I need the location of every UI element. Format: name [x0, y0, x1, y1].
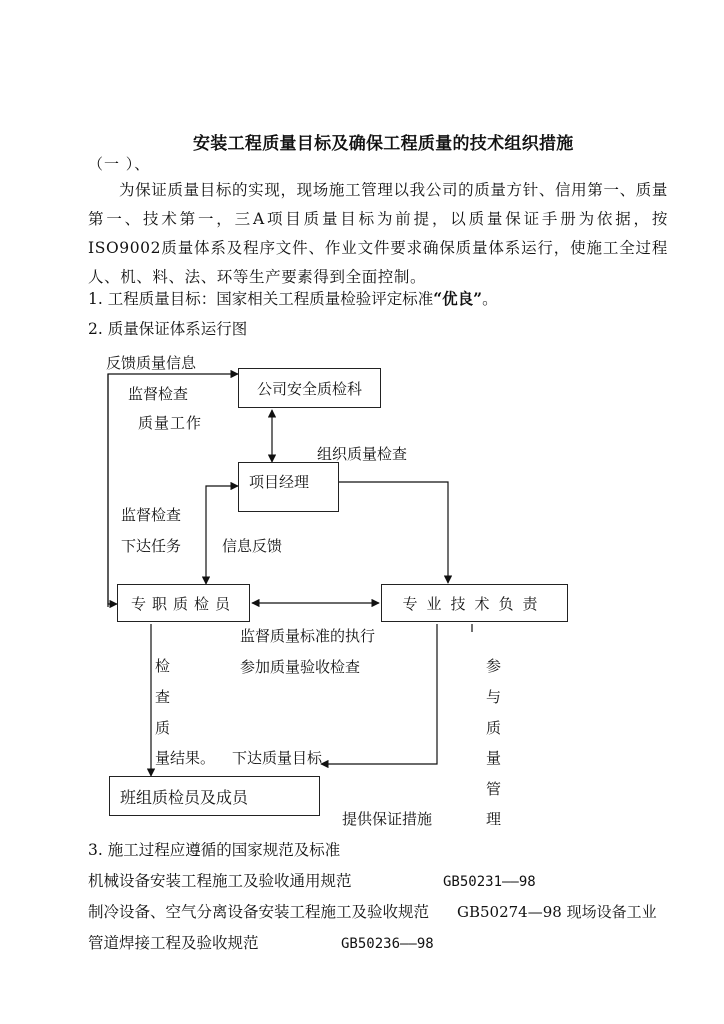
item-1-suffix: 。 [482, 290, 498, 308]
standard-3-name: 管道焊接工程及验收规范 [88, 934, 259, 952]
label-check-4: 量结果。 [155, 749, 216, 767]
label-provide: 提供保证措施 [342, 810, 433, 828]
label-issue-target: 下达质量目标 [232, 749, 323, 767]
item-3: 3. 施工过程应遵循的国家规范及标准 [88, 841, 341, 859]
label-participate-1: 参 [486, 657, 502, 675]
label-check-3: 质 [155, 719, 171, 737]
label-check-1: 检 [155, 657, 171, 675]
label-supervise-2: 监督检查 [121, 506, 182, 524]
section-label: （一 ）、 [88, 155, 151, 173]
label-acceptance: 参加质量验收检查 [240, 658, 361, 676]
label-participate-5: 管 [486, 780, 502, 798]
item-2: 2. 质量保证体系运行图 [88, 320, 248, 338]
label-participate-2: 与 [486, 688, 502, 706]
standard-1-code: GB50231——98 [443, 874, 536, 890]
tech-lead-box: 专业技术负责 [381, 584, 568, 622]
project-manager-box: 项目经理 [238, 462, 339, 512]
label-assign: 下达任务 [121, 537, 182, 555]
label-quality-work: 质量工作 [138, 414, 203, 432]
manager-tech-arrow [339, 482, 448, 583]
standard-3-code: GB50236——98 [341, 936, 434, 952]
label-participate-3: 质 [486, 719, 502, 737]
label-info-feedback: 信息反馈 [222, 537, 283, 555]
label-supervise-1: 监督检查 [128, 385, 189, 403]
label-participate-6: 理 [486, 810, 502, 828]
label-check-2: 查 [155, 688, 171, 706]
standard-1-name: 机械设备安装工程施工及验收通用规范 [88, 872, 352, 890]
intro-paragraph: 为保证质量目标的实现，现场施工管理以我公司的质量方针、信用第一、质量第一、技术第一，三A项目质量目标为前提，以质量保证手册为依据，按ISO9002质量体系及程序文件、作业文件要求确保质量体系运行，使施工全过程人、机、料、法、环等生产要素得到全面控制。 [88, 181, 668, 286]
label-feedback: 反馈质量信息 [106, 354, 197, 372]
inspector-box: 专职质检员 [117, 584, 250, 622]
team-box: 班组质检员及成员 [109, 776, 320, 816]
item-1 [88, 289, 498, 309]
standard-2-code: GB50274—98 现场设备工业 [457, 903, 657, 921]
loop-to-inspector-arrow [108, 374, 117, 604]
page-title: 安装工程质量目标及确保工程质量的技术组织措施 [193, 134, 574, 154]
company-qc-box: 公司安全质检科 [238, 368, 381, 408]
standard-2-name: 制冷设备、空气分离设备安装工程施工及验收规范 [88, 903, 430, 921]
label-organize: 组织质量检查 [317, 445, 408, 463]
manager-inspector-arrow [206, 486, 238, 584]
label-standard-exec: 监督质量标准的执行 [240, 627, 376, 645]
label-participate-4: 量 [486, 749, 502, 767]
item-1-bold: “优良” [433, 289, 483, 308]
feedback-arrow [108, 374, 238, 607]
item-1-prefix: 1. 工程质量目标：国家相关工程质量检验评定标准 [88, 290, 434, 308]
